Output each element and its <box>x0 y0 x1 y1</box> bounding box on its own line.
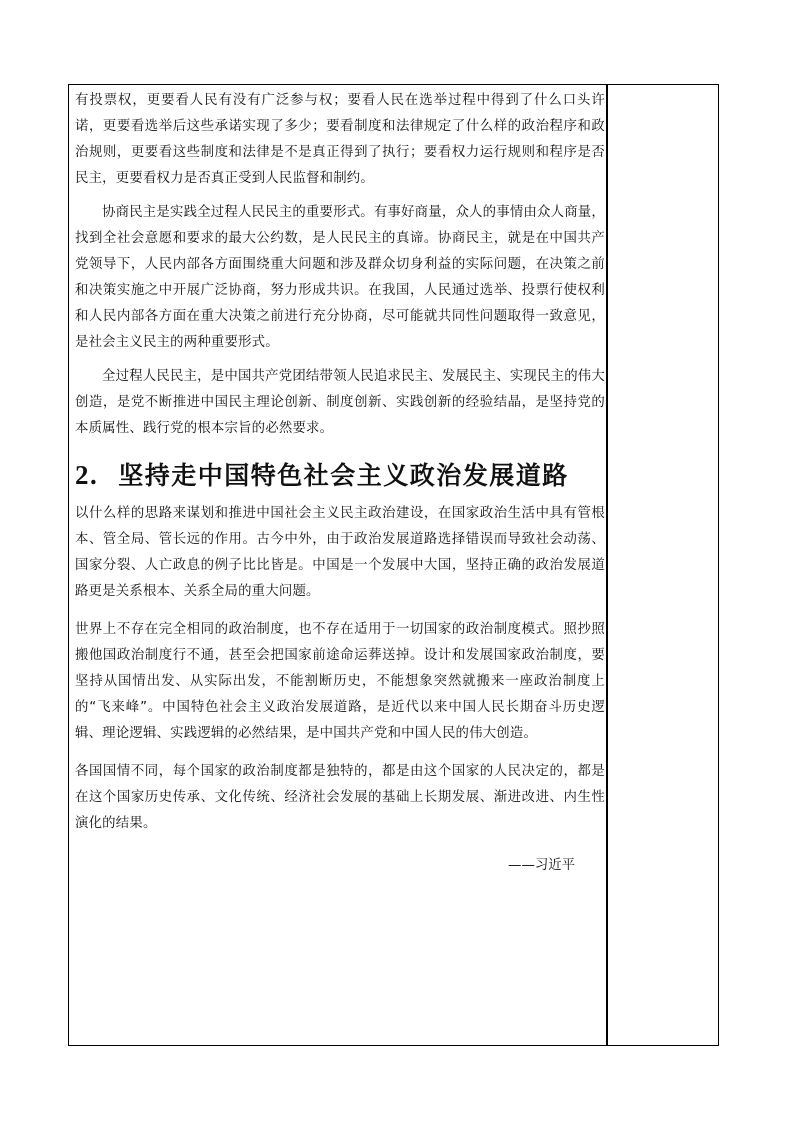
section-title: 坚持走中国特色社会主义政治发展道路 <box>118 461 569 490</box>
paragraph-consultative-democracy: 协商民主是实践全过程人民民主的重要形式。有事好商量，众人的事情由众人商量，找到全社会意愿和要求的最大公约数，是人民民主的真谛。协商民主，就是在中国共产党领导下，人民内部各方面围绕重大问题和涉及群众切身利益的实际问题，在决策之前和决策实施之中开展广泛协商，努力形成共识。在我国，人民通过选举、投票行使权利和人民内部各方面在重大决策之前进行充分协商，尽可能就共同性问题取得一致意见，是社会主义民主的两种重要形式。 <box>75 205 605 350</box>
paragraph-national-conditions: 各国国情不同，每个国家的政治制度都是独特的，都是由这个国家的人民决定的，都是在这个国家历史传承、文化传统、经济社会发展的基础上长期发展、渐进改进、内生性演化的结果。 <box>75 764 605 831</box>
paragraph-voting-rights: 有投票权，更要看人民有没有广泛参与权；要看人民在选举过程中得到了什么口头许诺，更要看选举后这些承诺实现了多少；要看制度和法律规定了什么样的政治程序和政治规则，更要看这些制度和法律是不是真正得到了执行；要看权力运行规则和程序是否民主，更要看权力是否真正受到人民监督和制约。 <box>75 93 605 186</box>
paragraph-political-path: 以什么样的思路来谋划和推进中国社会主义民主政治建设，在国家政治生活中具有管根本、管全局、管长远的作用。古今中外，由于政治发展道路选择错误而导致社会动荡、国家分裂、人亡政息的例子比比皆是。中国是一个发展中大国，坚持正确的政治发展道路更是关系根本、关系全局的重大问题。 <box>75 506 605 599</box>
content-cell <box>75 88 605 879</box>
paragraph-whole-process-democracy: 全过程人民民主，是中国共产党团结带领人民追求民主、发展民主、实现民主的伟大创造，是党不断推进中国民主理论创新、制度创新、实践创新的经验结晶，是坚持党的本质属性、践行党的根本宗旨的必然要求。 <box>75 369 605 436</box>
column-divider <box>606 84 608 1046</box>
section-heading <box>75 456 605 495</box>
paragraph-political-systems: 世界上不存在完全相同的政治制度，也不存在适用于一切国家的政治制度模式。照抄照搬他国政治制度行不通，甚至会把国家前途命运葬送掉。设计和发展国家政治制度，要坚持从国情出发、从实际出发，不能割断历史，不能想象突然就搬来一座政治制度上的“飞来峰”。中国特色社会主义政治发展道路，是近代以来中国人民长期奋斗历史逻辑、理论逻辑、实践逻辑的必然结果，是中国共产党和中国人民的伟大创造。 <box>75 622 605 741</box>
quote-attribution: ——习近平 <box>508 858 575 873</box>
section-number: 2. <box>75 460 99 490</box>
